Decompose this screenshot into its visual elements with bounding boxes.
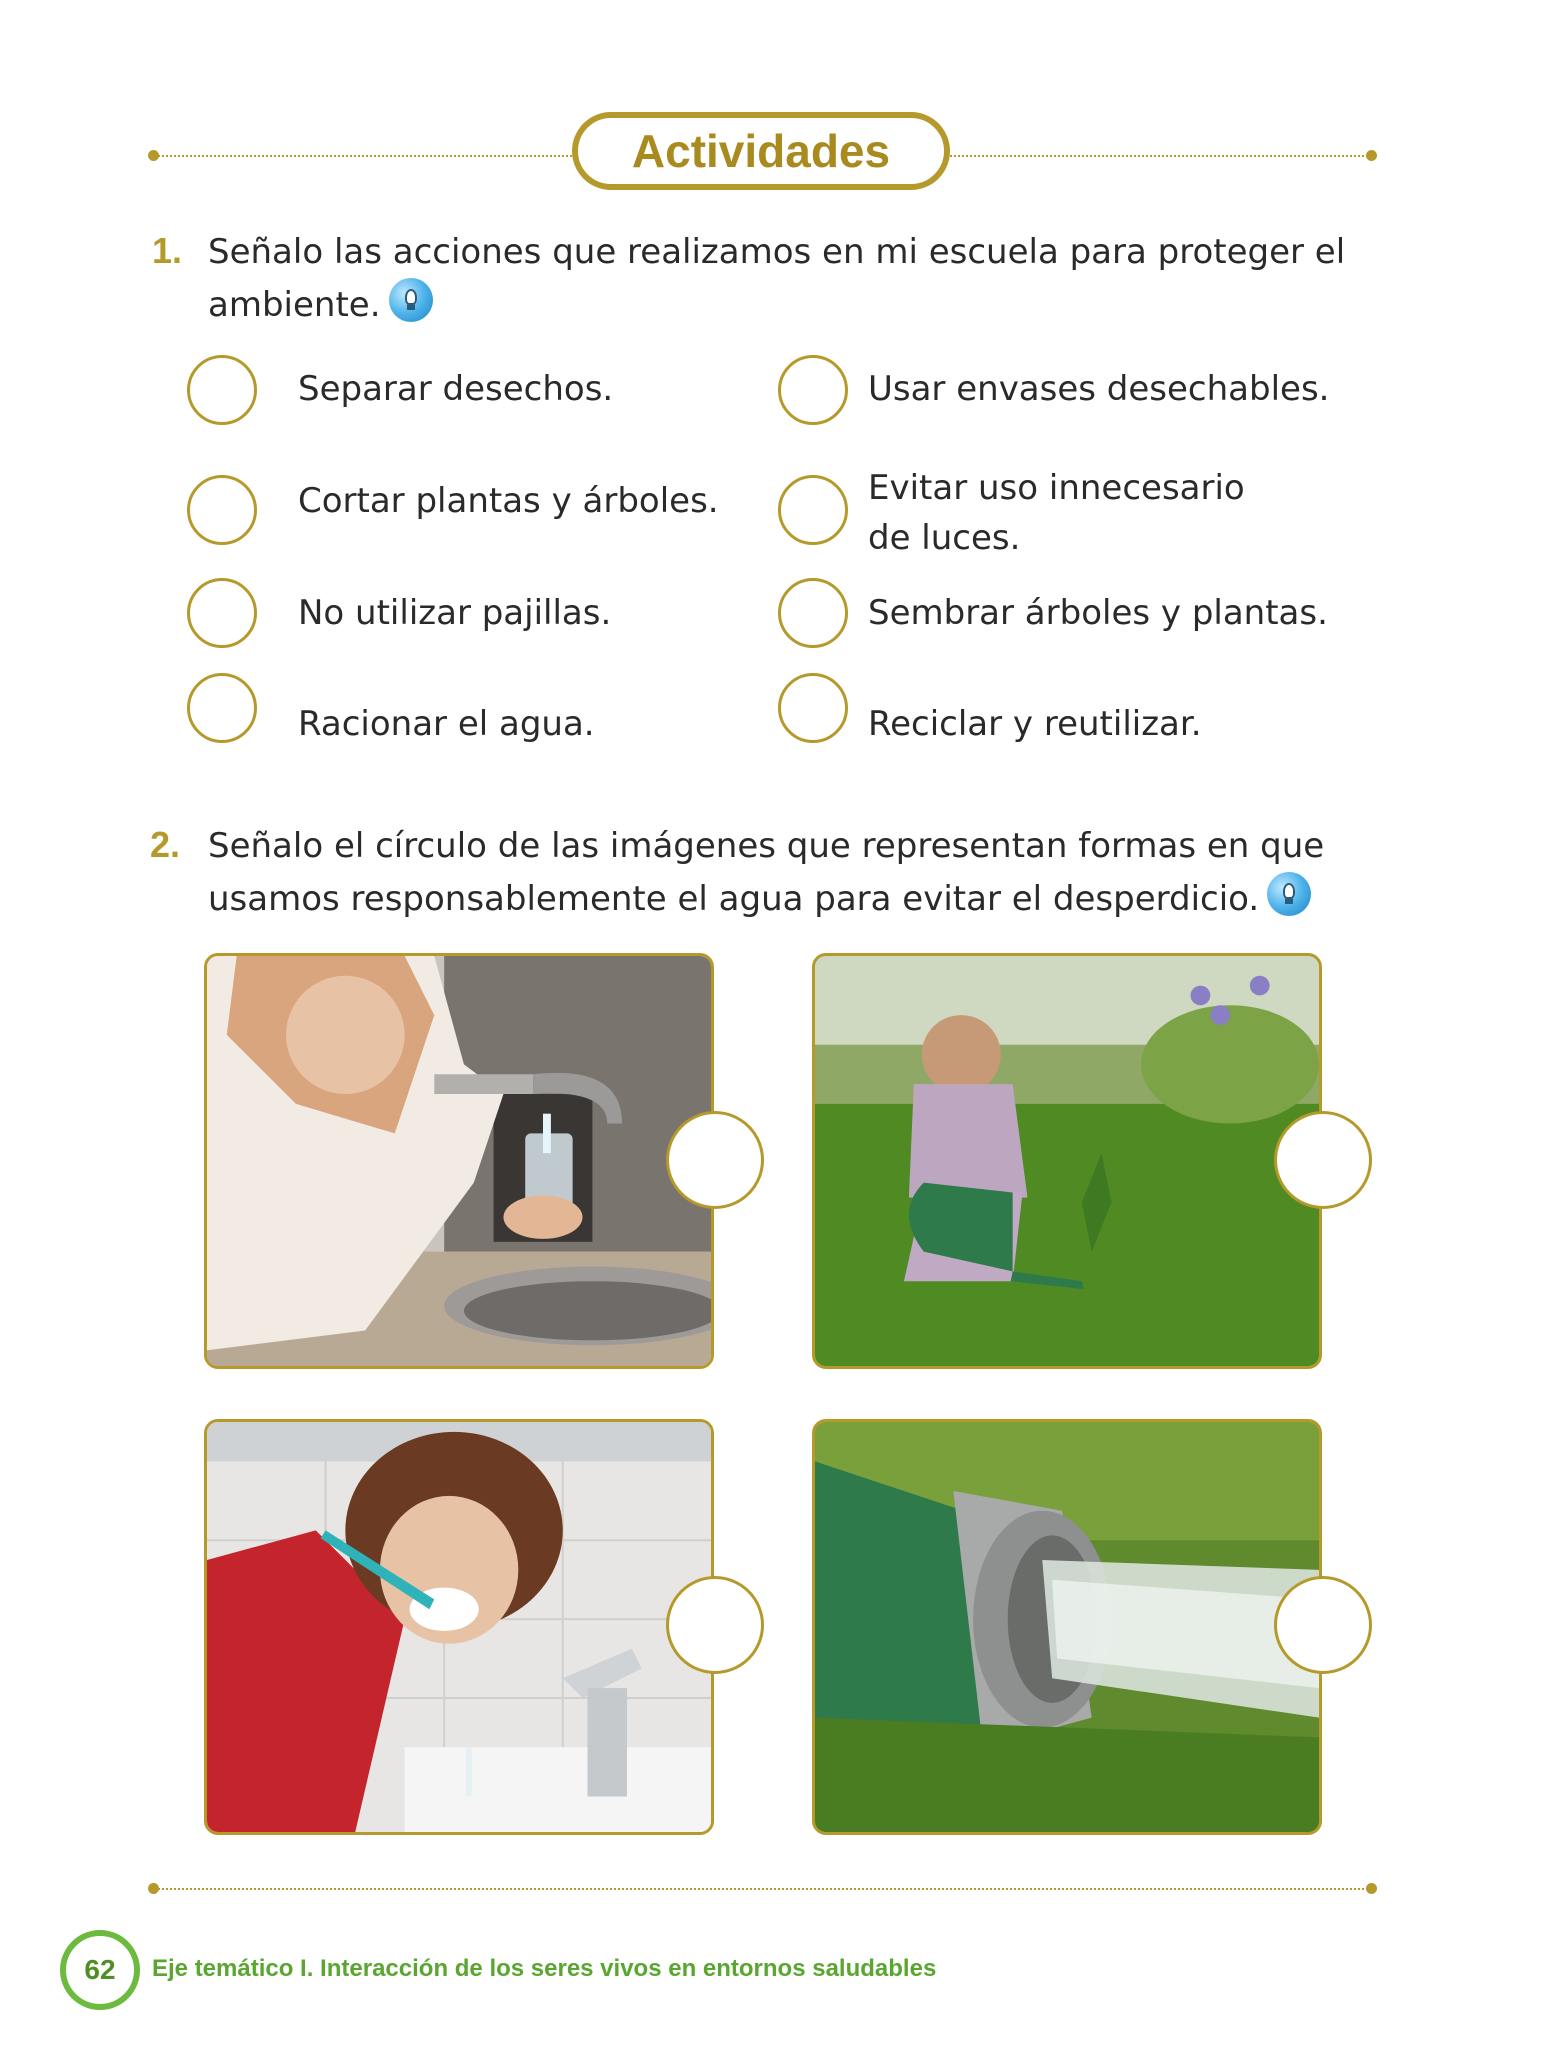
question-1-line-1: Señalo las acciones que realizamos en mi escuela para proteger el [208,232,1346,272]
question-1-text [208,226,1388,331]
section-title: Actividades [631,125,891,177]
option-checkbox-evitar-luces[interactable] [778,475,848,545]
question-2-line-1: Señalo el círculo de las imágenes que representan formas en que [208,826,1325,866]
option-checkbox-cortar-plantas[interactable] [187,475,257,545]
page-number: 62 [60,1930,140,2010]
question-2-text [208,820,1408,925]
option-label: Sembrar árboles y plantas. [868,593,1328,633]
option-checkbox-reciclar[interactable] [778,673,848,743]
question-1-number: 1. [152,230,183,271]
photo-girl-filling-glass [204,953,714,1369]
footer-chapter-title: Eje temático I. Interacción de los seres vivos en entornos saludables [152,1955,937,1982]
option-label: No utilizar pajillas. [298,593,612,633]
question-2-number: 2. [150,824,181,865]
photo-hose-spraying-water [812,1419,1322,1835]
option-label: Separar desechos. [298,369,614,409]
image-select-circle-1[interactable] [666,1111,764,1209]
lightbulb-icon [1267,872,1311,916]
image-select-circle-2[interactable] [1274,1111,1372,1209]
header-rule-right [950,155,1368,157]
option-label: Racionar el agua. [298,704,595,744]
option-checkbox-envases-desechables[interactable] [778,355,848,425]
option-label: Usar envases desechables. [868,369,1330,409]
photo-girl-watering-plant [812,953,1322,1369]
option-label: Cortar plantas y árboles. [298,481,719,521]
header-rule-left [158,155,572,157]
option-label: Reciclar y reutilizar. [868,704,1202,744]
question-2-line-2: usamos responsablemente el agua para evitar el desperdicio. [208,872,1408,925]
question-1-line-2: ambiente. [208,278,1388,331]
lightbulb-icon [389,278,433,322]
option-checkbox-no-pajillas[interactable] [187,578,257,648]
option-checkbox-sembrar-arboles[interactable] [778,578,848,648]
option-checkbox-separar-desechos[interactable] [187,355,257,425]
image-select-circle-3[interactable] [666,1576,764,1674]
footer-rule-dot-right [1366,1883,1377,1894]
rule-dot-right [1366,150,1377,161]
photo-boy-brushing-teeth [204,1419,714,1835]
footer-rule [158,1888,1368,1890]
option-label: Evitar uso innecesario de luces. [868,468,1245,558]
section-title-badge [572,112,950,190]
option-checkbox-racionar-agua[interactable] [187,673,257,743]
image-select-circle-4[interactable] [1274,1576,1372,1674]
